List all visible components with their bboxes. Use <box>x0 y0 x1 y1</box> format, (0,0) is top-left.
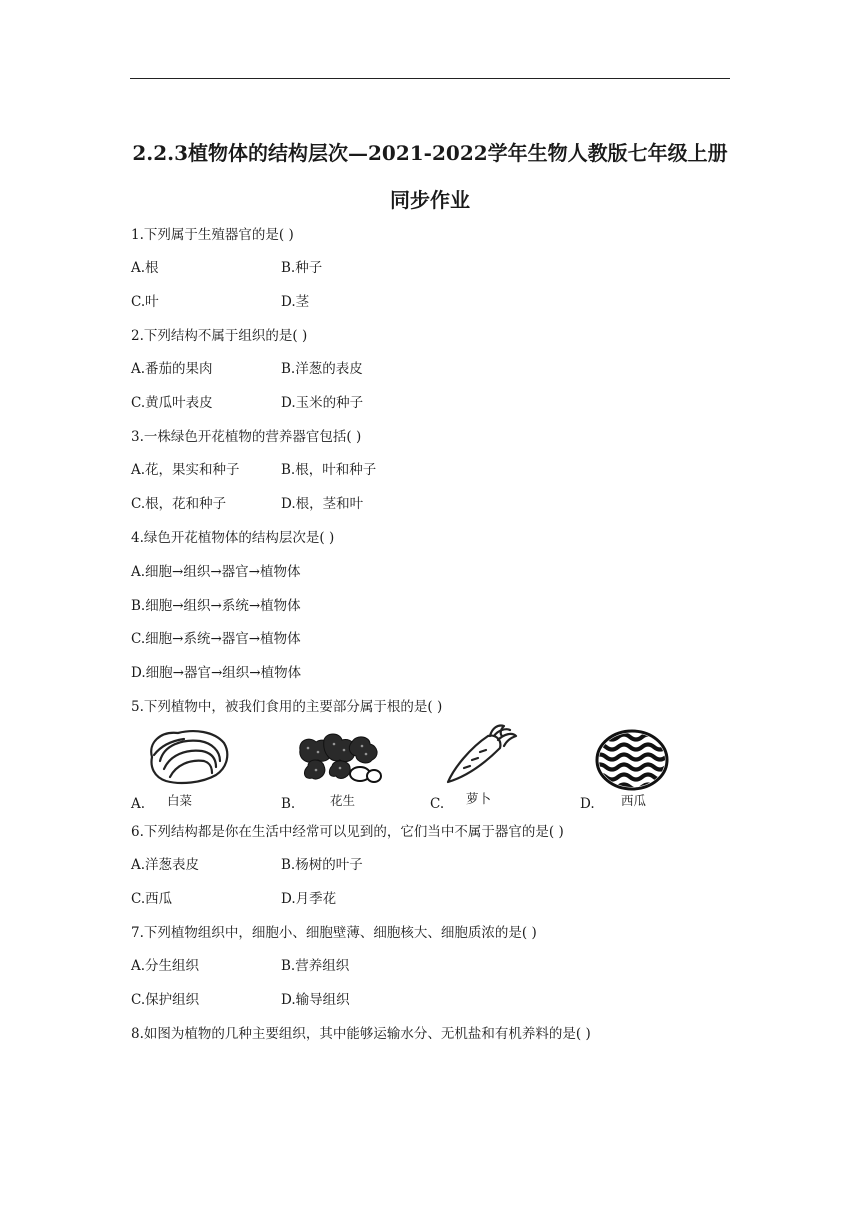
question-6-option-c: C.西瓜 <box>131 891 173 907</box>
header-rule <box>130 78 730 79</box>
document-subtitle: 同步作业 <box>390 188 470 212</box>
question-4-option-d: D.细胞→器官→组织→植物体 <box>131 665 302 681</box>
question-5-option-d-letter: D. <box>580 796 595 812</box>
question-7-option-c: C.保护组织 <box>131 992 200 1008</box>
watermelon-icon <box>594 729 670 793</box>
question-5-stem: 5.下列植物中，被我们食用的主要部分属于根的是( ) <box>131 699 443 715</box>
question-6-option-d: D.月季花 <box>281 891 337 907</box>
question-4-stem: 4.绿色开花植物体的结构层次是( ) <box>131 530 335 546</box>
question-8-stem: 8.如图为植物的几种主要组织，其中能够运输水分、无机盐和有机养料的是( ) <box>131 1026 591 1042</box>
question-2-option-a: A.番茄的果肉 <box>131 361 213 377</box>
question-3-option-b: B.根，叶和种子 <box>281 462 377 478</box>
question-2-option-b: B.洋葱的表皮 <box>281 361 363 377</box>
question-6-option-a: A.洋葱表皮 <box>131 857 200 873</box>
question-7-option-b: B.营养组织 <box>281 958 350 974</box>
question-5-option-a-label: 白菜 <box>167 793 193 808</box>
carrot-icon <box>442 722 518 788</box>
question-5-option-c-letter: C. <box>430 796 445 812</box>
question-3-option-c: C.根，花和种子 <box>131 496 227 512</box>
question-2-option-d: D.玉米的种子 <box>281 395 364 411</box>
question-5-option-d-label: 西瓜 <box>621 793 647 808</box>
question-7-option-a: A.分生组织 <box>131 958 200 974</box>
question-1-option-c: C.叶 <box>131 294 159 310</box>
question-3-stem: 3.一株绿色开花植物的营养器官包括( ) <box>131 429 362 445</box>
document-title: 2.2.3植物体的结构层次—2021-2022学年生物人教版七年级上册 <box>132 141 728 165</box>
question-2-option-c: C.黄瓜叶表皮 <box>131 395 213 411</box>
question-1-stem: 1.下列属于生殖器官的是( ) <box>131 227 294 243</box>
question-7-stem: 7.下列植物组织中，细胞小、细胞壁薄、细胞核大、细胞质浓的是( ) <box>131 925 537 941</box>
question-5-option-a-letter: A. <box>131 796 146 812</box>
question-4-option-c: C.细胞→系统→器官→植物体 <box>131 631 301 647</box>
question-3-option-a: A.花，果实和种子 <box>131 462 240 478</box>
peanut-icon <box>294 730 384 790</box>
question-4-option-b: B.细胞→组织→系统→植物体 <box>131 598 301 614</box>
question-5-option-b-label: 花生 <box>330 793 356 808</box>
question-6-option-b: B.杨树的叶子 <box>281 857 363 873</box>
question-1-option-b: B.种子 <box>281 260 323 276</box>
question-5-option-b-letter: B. <box>281 796 296 812</box>
question-6-stem: 6.下列结构都是你在生活中经常可以见到的，它们当中不属于器官的是( ) <box>131 824 564 840</box>
question-3-option-d: D.根，茎和叶 <box>281 496 364 512</box>
question-4-option-a: A.细胞→组织→器官→植物体 <box>131 564 301 580</box>
question-5-option-c-label: 萝卜 <box>466 791 492 806</box>
question-2-stem: 2.下列结构不属于组织的是( ) <box>131 328 308 344</box>
question-1-option-a: A.根 <box>131 260 159 276</box>
cabbage-icon <box>144 727 232 789</box>
question-7-option-d: D.输导组织 <box>281 992 350 1008</box>
question-1-option-d: D.茎 <box>281 294 310 310</box>
